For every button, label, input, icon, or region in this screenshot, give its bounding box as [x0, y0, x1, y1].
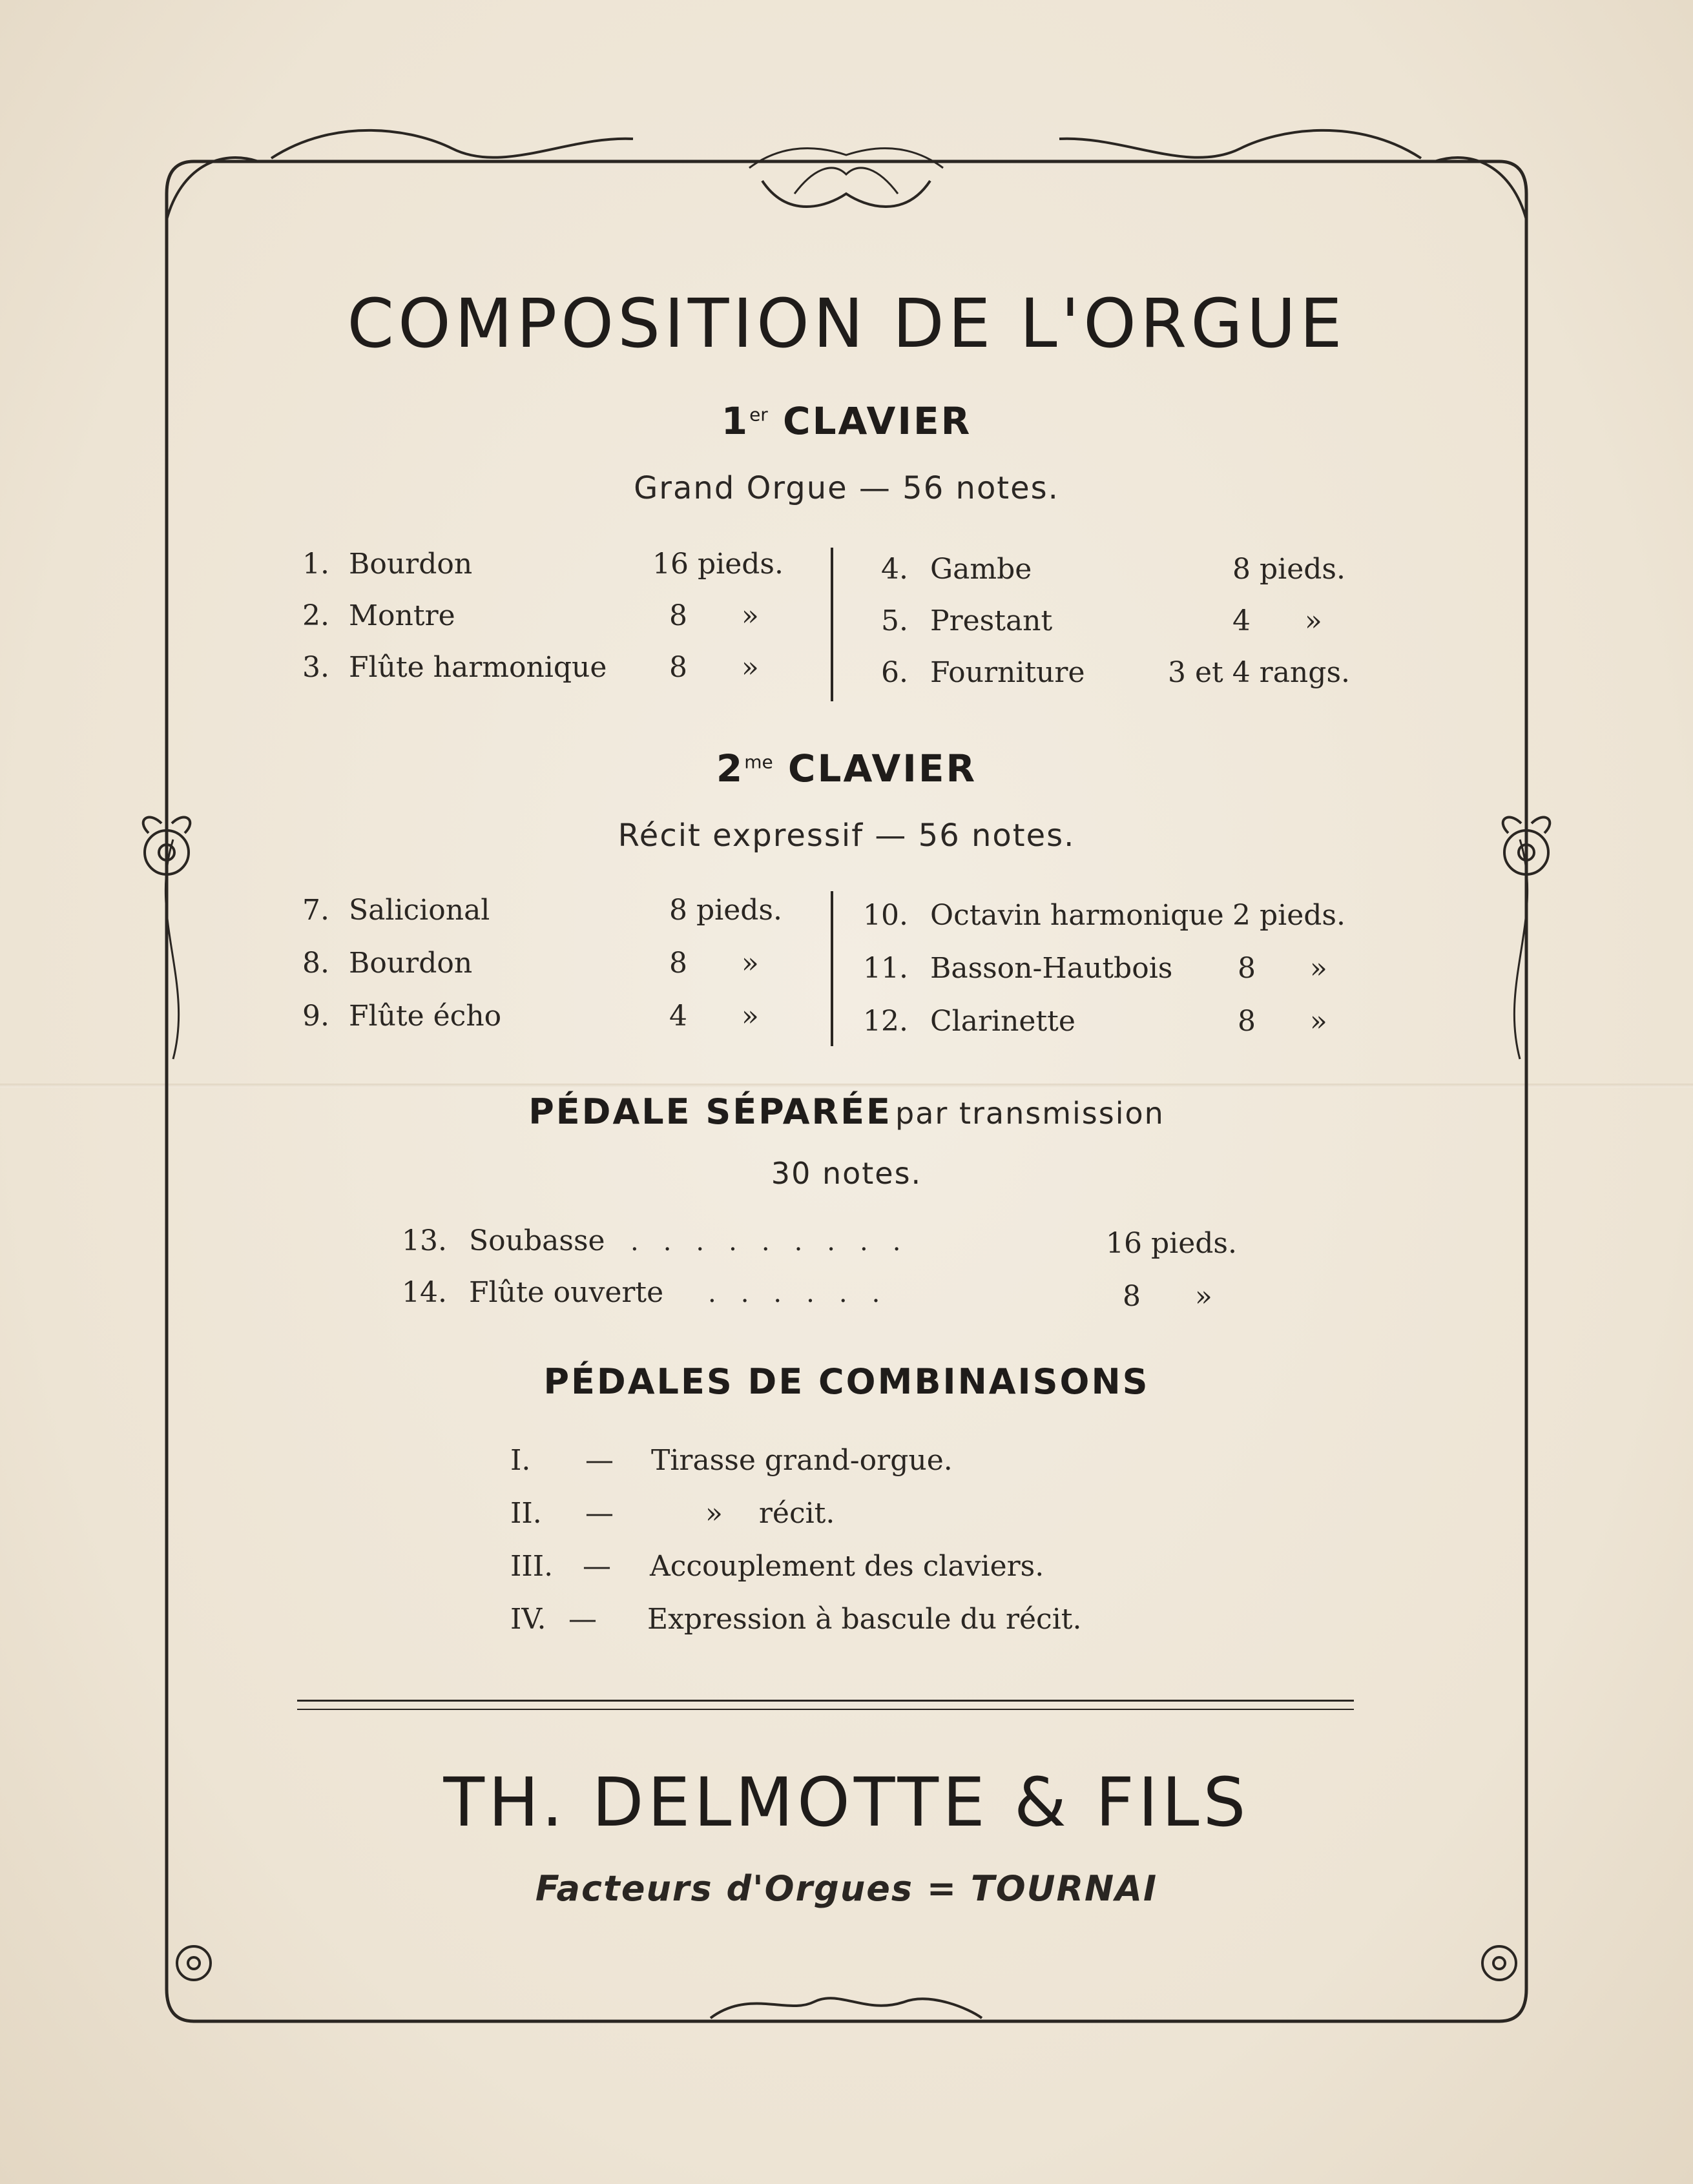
pedale-heading-label: PÉDALE SÉPARÉE	[528, 1091, 892, 1132]
combo-dash: —	[583, 1550, 611, 1583]
combo-text: » récit.	[705, 1497, 835, 1530]
combo-num: II.	[510, 1497, 542, 1530]
stop-size: 8 pieds.	[669, 894, 782, 927]
clavier2-heading	[0, 747, 1693, 790]
page-title: COMPOSITION DE L'ORGUE	[347, 284, 1346, 363]
stop-row: 10. Octavin harmonique	[863, 899, 1224, 932]
stop-row: 14. Flûte ouverte	[402, 1276, 664, 1309]
combo-dash: —	[585, 1497, 614, 1530]
stop-row: 1. Bourdon	[302, 548, 473, 581]
combinaisons-heading: PÉDALES DE COMBINAISONS	[543, 1361, 1150, 1402]
clavier1-ordinal-suffix: er	[749, 404, 768, 426]
combo-text: Expression à bascule du récit.	[647, 1603, 1082, 1636]
combo-text: Accouplement des claviers.	[650, 1550, 1044, 1583]
combo-dash: —	[568, 1603, 597, 1636]
column-divider	[831, 548, 833, 701]
pedale-heading-tail: par transmission	[895, 1096, 1165, 1131]
stop-size: 8 »	[669, 651, 759, 684]
stop-row: 13. Soubasse	[402, 1224, 605, 1257]
stop-size: 3 et 4 rangs.	[1168, 656, 1351, 689]
combo-num: IV.	[510, 1603, 546, 1636]
leader-dots: ......	[708, 1279, 905, 1308]
stop-row: 11. Basson-Hautbois	[863, 952, 1173, 985]
divider-rule	[297, 1700, 1354, 1702]
clavier2-ordinal: 2	[716, 747, 745, 790]
clavier2-subtitle: Récit expressif — 56 notes.	[618, 818, 1075, 854]
stop-size: 4 »	[669, 1000, 759, 1033]
column-divider	[831, 891, 833, 1046]
stop-size: 8 »	[1123, 1280, 1212, 1313]
stop-size: 8 »	[1238, 1005, 1327, 1038]
stop-size: 8 pieds.	[1232, 553, 1345, 586]
clavier2-ordinal-suffix: me	[744, 751, 773, 773]
combo-dash: —	[585, 1444, 614, 1477]
pedale-heading	[0, 1091, 1693, 1132]
clavier1-heading	[0, 399, 1693, 443]
firm-name: TH. DELMOTTE & FILS	[443, 1763, 1250, 1842]
clavier1-subtitle: Grand Orgue — 56 notes.	[634, 470, 1059, 506]
stop-row: 6. Fourniture	[881, 656, 1085, 689]
stop-row: 2. Montre	[302, 599, 455, 632]
stop-row: 7. Salicional	[302, 894, 490, 927]
stop-size: 2 pieds.	[1232, 899, 1345, 932]
pedale-notes: 30 notes.	[771, 1156, 922, 1191]
clavier1-ordinal: 1	[721, 399, 750, 443]
stop-size: 4 »	[1232, 604, 1322, 637]
leader-dots: .........	[630, 1227, 926, 1257]
stop-size: 8 »	[669, 947, 759, 980]
stop-row: 3. Flûte harmonique	[302, 651, 607, 684]
stop-size: 8 »	[1238, 952, 1327, 985]
combo-text: Tirasse grand-orgue.	[651, 1444, 953, 1477]
stop-row: 4. Gambe	[881, 553, 1032, 586]
stop-row: 12. Clarinette	[863, 1005, 1075, 1038]
clavier1-heading-label: CLAVIER	[783, 399, 972, 443]
stop-size: 16 pieds.	[1106, 1227, 1237, 1260]
divider-rule	[297, 1709, 1354, 1710]
firm-subtitle: Facteurs d'Orgues = TOURNAI	[535, 1868, 1158, 1909]
clavier2-heading-label: CLAVIER	[787, 747, 977, 790]
stop-size: 16 pieds.	[652, 548, 784, 581]
combo-num: I.	[510, 1444, 531, 1477]
stop-size: 8 »	[669, 599, 759, 632]
stop-row: 5. Prestant	[881, 604, 1053, 637]
combo-num: III.	[510, 1550, 554, 1583]
stop-row: 8. Bourdon	[302, 947, 473, 980]
stop-row: 9. Flûte écho	[302, 1000, 502, 1033]
